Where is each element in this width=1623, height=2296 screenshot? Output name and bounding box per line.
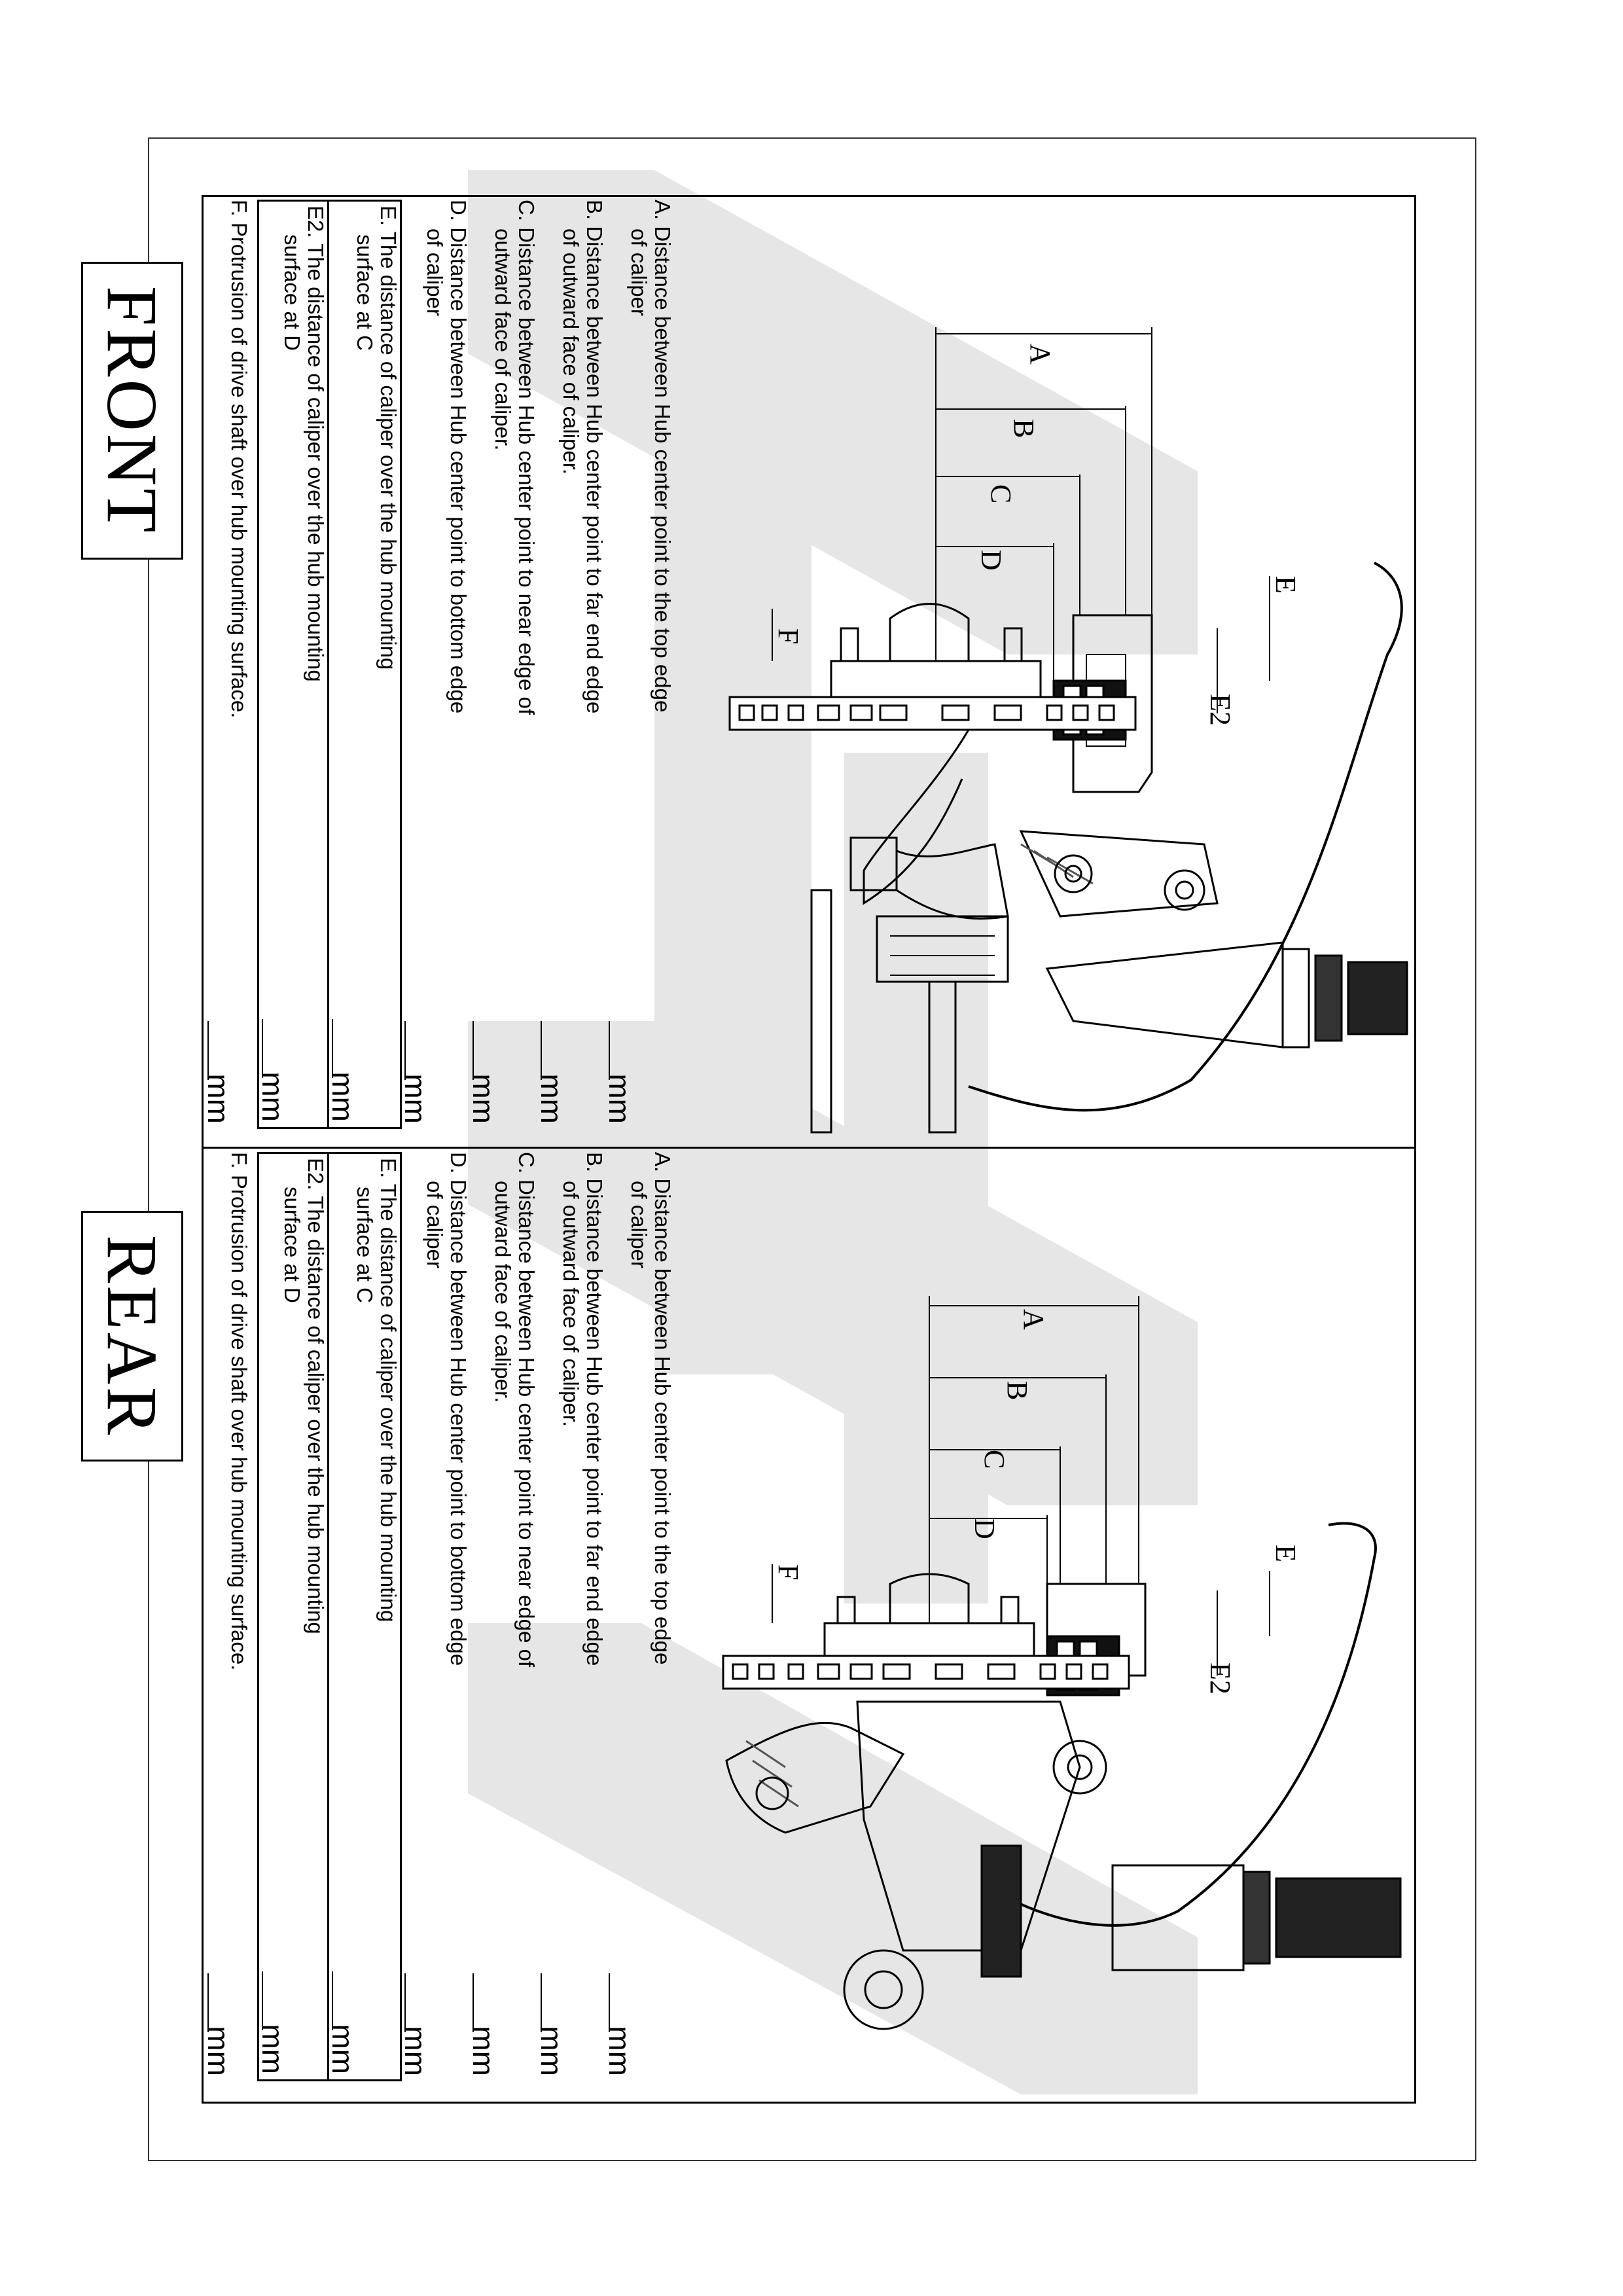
front-question-a: A. Distance between Hub center point to the top edge of caliper mm	[603, 200, 675, 1124]
rear-unit-a: mm	[603, 2026, 637, 2076]
rear-unit-e2: mm	[256, 2024, 290, 2074]
rear-question-f: F. Protrusion of drive shaft over hub mounting surface. mm	[202, 1152, 251, 2076]
rear-answer-e-line[interactable]	[332, 1971, 333, 2030]
rear-answer-d-line[interactable]	[404, 1973, 406, 2032]
front-question-f: F. Protrusion of drive shaft over hub mounting surface. mm	[202, 200, 251, 1124]
front-e-box	[257, 200, 402, 1129]
rear-answer-b-line[interactable]	[541, 1973, 542, 2032]
front-unit-f: mm	[202, 1073, 236, 1124]
front-label-e2: E2	[1204, 694, 1236, 726]
rear-unit-f: mm	[202, 2026, 236, 2076]
front-question-list	[202, 200, 675, 1129]
front-title: FRONT	[81, 262, 183, 560]
front-unit-c: mm	[467, 1073, 501, 1124]
front-answer-c-line[interactable]	[473, 1021, 474, 1080]
rear-question-d: D. Distance between Hub center point to bottom edge of caliper mm	[399, 1152, 471, 2076]
front-answer-b-line[interactable]	[541, 1021, 542, 1080]
rear-title: REAR	[81, 1211, 183, 1462]
rear-label-e2: E2	[1204, 1662, 1236, 1695]
rear-question-list	[202, 1152, 675, 2081]
front-label-f: F	[772, 628, 804, 645]
front-answer-a-line[interactable]	[609, 1021, 610, 1080]
rear-question-c: C. Distance between Hub center point to near edge of outward face of caliper. mm	[467, 1152, 539, 2076]
front-question-e: E. The distance of caliper over the hub mounting surface at C mm	[327, 202, 400, 1127]
rear-unit-e: mm	[326, 2024, 360, 2074]
rear-panel	[0, 1152, 687, 2101]
rear-question-e: E. The distance of caliper over the hub mounting surface at C mm	[327, 1154, 400, 2079]
rear-question-a: A. Distance between Hub center point to the top edge of caliper mm	[603, 1152, 675, 2076]
front-answer-e-line[interactable]	[332, 1019, 333, 1078]
front-unit-e2: mm	[256, 1071, 290, 1122]
rear-answer-f-line[interactable]	[207, 1973, 209, 2032]
rear-e-box	[257, 1152, 402, 2081]
front-unit-e: mm	[326, 1071, 360, 1122]
front-question-c: C. Distance between Hub center point to near edge of outward face of caliper. mm	[467, 200, 539, 1124]
front-unit-d: mm	[399, 1073, 433, 1124]
front-question-d: D. Distance between Hub center point to bottom edge of caliper mm	[399, 200, 471, 1124]
rear-question-b: B. Distance between Hub center point to far end edge of outward face of caliper. mm	[535, 1152, 607, 2076]
rear-answer-e2-line[interactable]	[262, 1971, 263, 2030]
front-answer-e2-line[interactable]	[262, 1019, 263, 1078]
rear-label-a: A	[1018, 1309, 1050, 1330]
front-answer-d-line[interactable]	[404, 1021, 406, 1080]
front-label-b: B	[1008, 419, 1040, 439]
front-panel	[0, 200, 687, 1149]
rear-label-d: D	[969, 1518, 1001, 1539]
rear-question-e2: E2. The distance of caliper over the hub mounting surface at D mm	[256, 1158, 328, 2074]
front-label-d: D	[975, 550, 1007, 571]
front-question-b: B. Distance between Hub center point to far end edge of outward face of caliper. mm	[535, 200, 607, 1124]
rear-label-e: E	[1270, 1545, 1302, 1562]
front-unit-a: mm	[603, 1073, 637, 1124]
rear-unit-c: mm	[467, 2026, 501, 2076]
rear-label-c: C	[978, 1450, 1010, 1469]
front-label-e: E	[1270, 576, 1302, 594]
rear-answer-c-line[interactable]	[473, 1973, 474, 2032]
front-label-c: C	[985, 484, 1017, 504]
rear-label-b: B	[1001, 1381, 1033, 1401]
rear-label-f: F	[772, 1564, 804, 1581]
rear-unit-b: mm	[535, 2026, 569, 2076]
rear-answer-a-line[interactable]	[609, 1973, 610, 2032]
front-label-a: A	[1024, 344, 1056, 365]
front-unit-b: mm	[535, 1073, 569, 1124]
front-answer-f-line[interactable]	[207, 1021, 209, 1080]
rear-unit-d: mm	[399, 2026, 433, 2076]
front-question-e2: E2. The distance of caliper over the hub mounting surface at D mm	[256, 206, 328, 1122]
